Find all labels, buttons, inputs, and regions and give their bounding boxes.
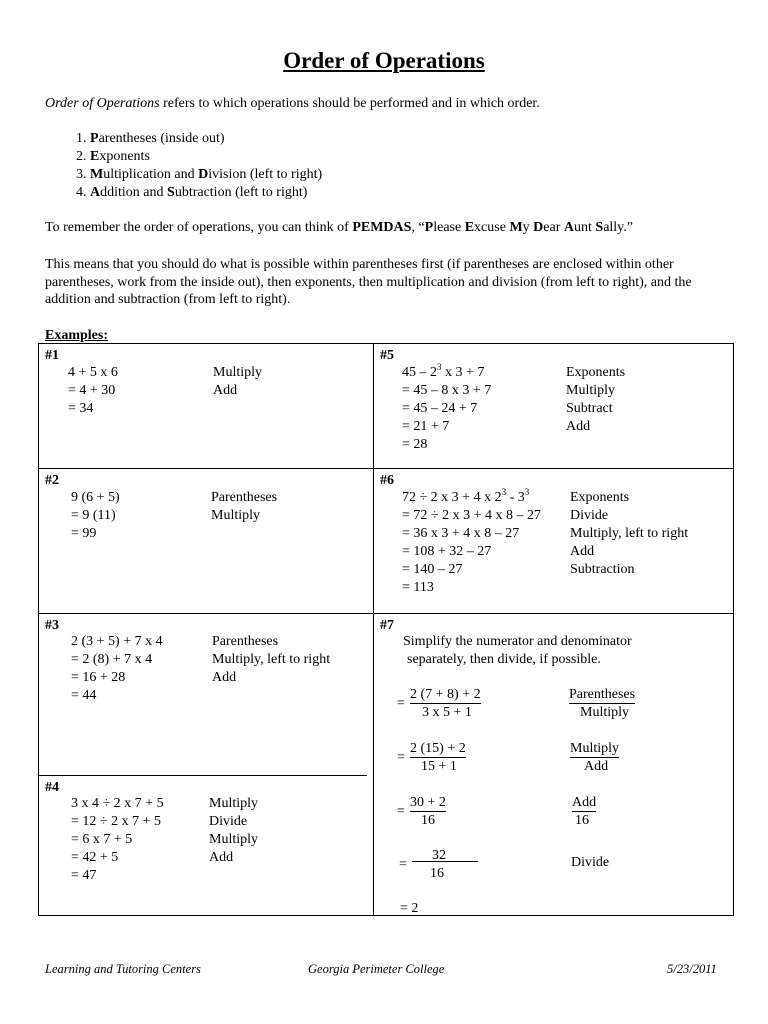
step-note: Subtraction bbox=[570, 562, 635, 577]
expr-part: x 3 + 7 bbox=[441, 365, 485, 380]
step-note: Multiply bbox=[209, 832, 259, 847]
step-line: 3 x 4 ÷ 2 x 7 + 5 bbox=[71, 796, 164, 811]
step-note: Add bbox=[566, 419, 591, 434]
numerator-text: 30 + 2 bbox=[410, 795, 446, 810]
mnemonic-initial: E bbox=[464, 220, 475, 235]
step-note: Exponents bbox=[566, 365, 626, 380]
step-initial: A bbox=[90, 185, 101, 200]
instruction-text: Simplify the numerator and denominator bbox=[403, 634, 632, 649]
step-line: 9 (6 + 5) bbox=[71, 490, 120, 505]
example-2 bbox=[39, 469, 373, 613]
pemdas-quote-open: , “ bbox=[411, 220, 425, 235]
numerator bbox=[410, 740, 466, 758]
numerator-text: 32 bbox=[432, 848, 446, 863]
step-line: = 99 bbox=[71, 526, 97, 541]
numerator-text: 2 (7 + 8) + 2 bbox=[410, 687, 481, 702]
exponent: 3 bbox=[437, 362, 442, 372]
mnemonic-initial: S bbox=[595, 220, 604, 235]
page-title: Order of Operations bbox=[283, 48, 485, 73]
equals-sign: = bbox=[399, 857, 407, 872]
footer-left: Learning and Tutoring Centers bbox=[45, 962, 201, 976]
step-line: = 2 (8) + 7 x 4 bbox=[71, 652, 153, 667]
denominator: 16 bbox=[430, 866, 444, 881]
step-line: = 21 + 7 bbox=[402, 419, 450, 434]
step-note bbox=[569, 686, 635, 704]
step-note: Add bbox=[213, 383, 238, 398]
exponent: 3 bbox=[524, 487, 530, 497]
numerator bbox=[410, 794, 446, 812]
example-number: #1 bbox=[45, 348, 59, 363]
mnemonic-word: xcuse bbox=[474, 220, 510, 235]
step-line: = 113 bbox=[402, 580, 434, 595]
example-number: #4 bbox=[45, 780, 59, 795]
step-note: Multiply bbox=[209, 796, 259, 811]
example-number: #5 bbox=[380, 348, 394, 363]
step-line: = 45 – 24 + 7 bbox=[402, 401, 478, 416]
step-note: Parentheses bbox=[211, 490, 278, 505]
step-text: arentheses (inside out) bbox=[98, 131, 225, 146]
step-line: 4 + 5 x 6 bbox=[68, 365, 118, 380]
step-line: = 6 x 7 + 5 bbox=[71, 832, 133, 847]
example-4 bbox=[39, 776, 373, 916]
intro-text: refers to which operations should be performed and in which order. bbox=[159, 96, 540, 111]
example-5 bbox=[374, 344, 734, 468]
step-line: = 34 bbox=[68, 401, 94, 416]
step-line: = 12 ÷ 2 x 7 + 5 bbox=[71, 814, 161, 829]
step-note: Add bbox=[209, 850, 234, 865]
step-line: = 44 bbox=[71, 688, 97, 703]
mnemonic-word: y bbox=[522, 220, 534, 235]
equals-sign: = bbox=[397, 804, 405, 819]
step-line: = 108 + 32 – 27 bbox=[402, 544, 492, 559]
mnemonic-initial: A bbox=[563, 220, 574, 235]
mnemonic-initial: M bbox=[509, 220, 523, 235]
pemdas-paragraph bbox=[45, 219, 735, 237]
step-line: = 16 + 28 bbox=[71, 670, 126, 685]
pemdas-lead: To remember the order of operations, you can think of bbox=[45, 220, 353, 235]
note-text: Add bbox=[572, 795, 597, 810]
example-1 bbox=[39, 344, 373, 468]
step-text: xponents bbox=[99, 149, 150, 164]
step-note: Divide bbox=[209, 814, 248, 829]
denominator: 3 x 5 + 1 bbox=[422, 705, 472, 720]
step-initial: D bbox=[198, 167, 209, 182]
mnemonic-word: lease bbox=[433, 220, 465, 235]
steps-list bbox=[45, 130, 322, 202]
step-note: Multiply bbox=[566, 383, 616, 398]
step-line: = 140 – 27 bbox=[402, 562, 463, 577]
step-line: = 47 bbox=[71, 868, 97, 883]
step-text: ultiplication and bbox=[103, 167, 199, 182]
expr-part: 45 – 2 bbox=[402, 365, 437, 380]
mnemonic-initial: P bbox=[424, 220, 434, 235]
step-note: Multiply, left to right bbox=[212, 652, 331, 667]
note-text: Multiply bbox=[570, 741, 620, 756]
step-note: Add bbox=[570, 544, 595, 559]
step-note: Subtract bbox=[566, 401, 613, 416]
final-answer: = 2 bbox=[400, 901, 419, 916]
step-line: = 72 ÷ 2 x 3 + 4 x 8 – 27 bbox=[402, 508, 541, 523]
exponent: 3 bbox=[501, 487, 507, 497]
step-line: = 36 x 3 + 4 x 8 – 27 bbox=[402, 526, 520, 541]
step-note bbox=[572, 794, 596, 812]
step-text: ddition and bbox=[100, 185, 168, 200]
mnemonic-word: ally. bbox=[603, 220, 627, 235]
step-note: Exponents bbox=[570, 490, 630, 505]
step-note: Add bbox=[212, 670, 237, 685]
expr-part: 72 ÷ 2 x 3 + 4 x 2 bbox=[402, 490, 502, 505]
pemdas-word: PEMDAS bbox=[352, 220, 412, 235]
numerator bbox=[410, 686, 481, 704]
step-line: 2 (3 + 5) + 7 x 4 bbox=[71, 634, 163, 649]
numerator-text: 2 (15) + 2 bbox=[410, 741, 466, 756]
step-line: = 45 – 8 x 3 + 7 bbox=[402, 383, 492, 398]
intro-term: Order of Operations bbox=[45, 96, 160, 111]
example-number: #3 bbox=[45, 618, 59, 633]
equals-sign: = bbox=[397, 750, 405, 765]
step-item bbox=[90, 130, 322, 148]
step-item bbox=[90, 148, 322, 166]
denominator: 15 + 1 bbox=[421, 759, 457, 774]
mnemonic-initial: D bbox=[533, 220, 544, 235]
step-initial: P bbox=[90, 131, 99, 146]
step-note: 16 bbox=[575, 813, 589, 828]
step-line: = 9 (11) bbox=[71, 508, 116, 523]
pemdas-quote-close: ” bbox=[626, 220, 633, 235]
step-initial: S bbox=[167, 185, 175, 200]
examples-label: Examples: bbox=[45, 328, 108, 343]
note-text: Parentheses bbox=[569, 687, 636, 702]
step-item bbox=[90, 166, 322, 184]
step-note: Divide bbox=[571, 855, 610, 870]
step-line bbox=[402, 364, 484, 381]
step-note: Multiply bbox=[580, 705, 630, 720]
step-note: Parentheses bbox=[212, 634, 279, 649]
examples-grid bbox=[38, 343, 734, 916]
step-line: = 4 + 30 bbox=[68, 383, 116, 398]
step-text: ivision (left to right) bbox=[208, 167, 323, 182]
example-6 bbox=[374, 469, 734, 613]
step-note: Multiply bbox=[211, 508, 261, 523]
example-number: #2 bbox=[45, 473, 59, 488]
step-line: = 28 bbox=[402, 437, 428, 452]
step-note: Multiply bbox=[213, 365, 263, 380]
step-note bbox=[570, 740, 619, 758]
step-line bbox=[402, 489, 529, 506]
step-note: Divide bbox=[570, 508, 609, 523]
instruction-text: separately, then divide, if possible. bbox=[407, 652, 601, 667]
denominator: 16 bbox=[421, 813, 435, 828]
expr-part: - 3 bbox=[506, 490, 525, 505]
footer-right: 5/23/2011 bbox=[667, 962, 717, 976]
step-line: = 42 + 5 bbox=[71, 850, 119, 865]
equals-sign: = bbox=[397, 696, 405, 711]
example-number: #6 bbox=[380, 473, 394, 488]
intro-paragraph bbox=[45, 95, 735, 113]
step-text: ubtraction (left to right) bbox=[174, 185, 308, 200]
example-number: #7 bbox=[380, 618, 394, 633]
step-initial: M bbox=[90, 167, 104, 182]
step-note: Multiply, left to right bbox=[570, 526, 689, 541]
footer-center: Georgia Perimeter College bbox=[308, 962, 445, 976]
mnemonic-word: ear bbox=[543, 220, 564, 235]
step-note: Add bbox=[584, 759, 609, 774]
step-initial: E bbox=[90, 149, 100, 164]
explanation-paragraph: This means that you should do what is possible within parentheses first (if parentheses are enclosed within other parentheses, work from the inside out), then exponents, then multiplication and division (from left to right), and the addition and subtraction (from left to right). bbox=[45, 257, 692, 307]
step-item bbox=[90, 184, 322, 202]
example-7 bbox=[374, 614, 734, 916]
mnemonic-word: unt bbox=[574, 220, 596, 235]
example-3 bbox=[39, 614, 373, 775]
